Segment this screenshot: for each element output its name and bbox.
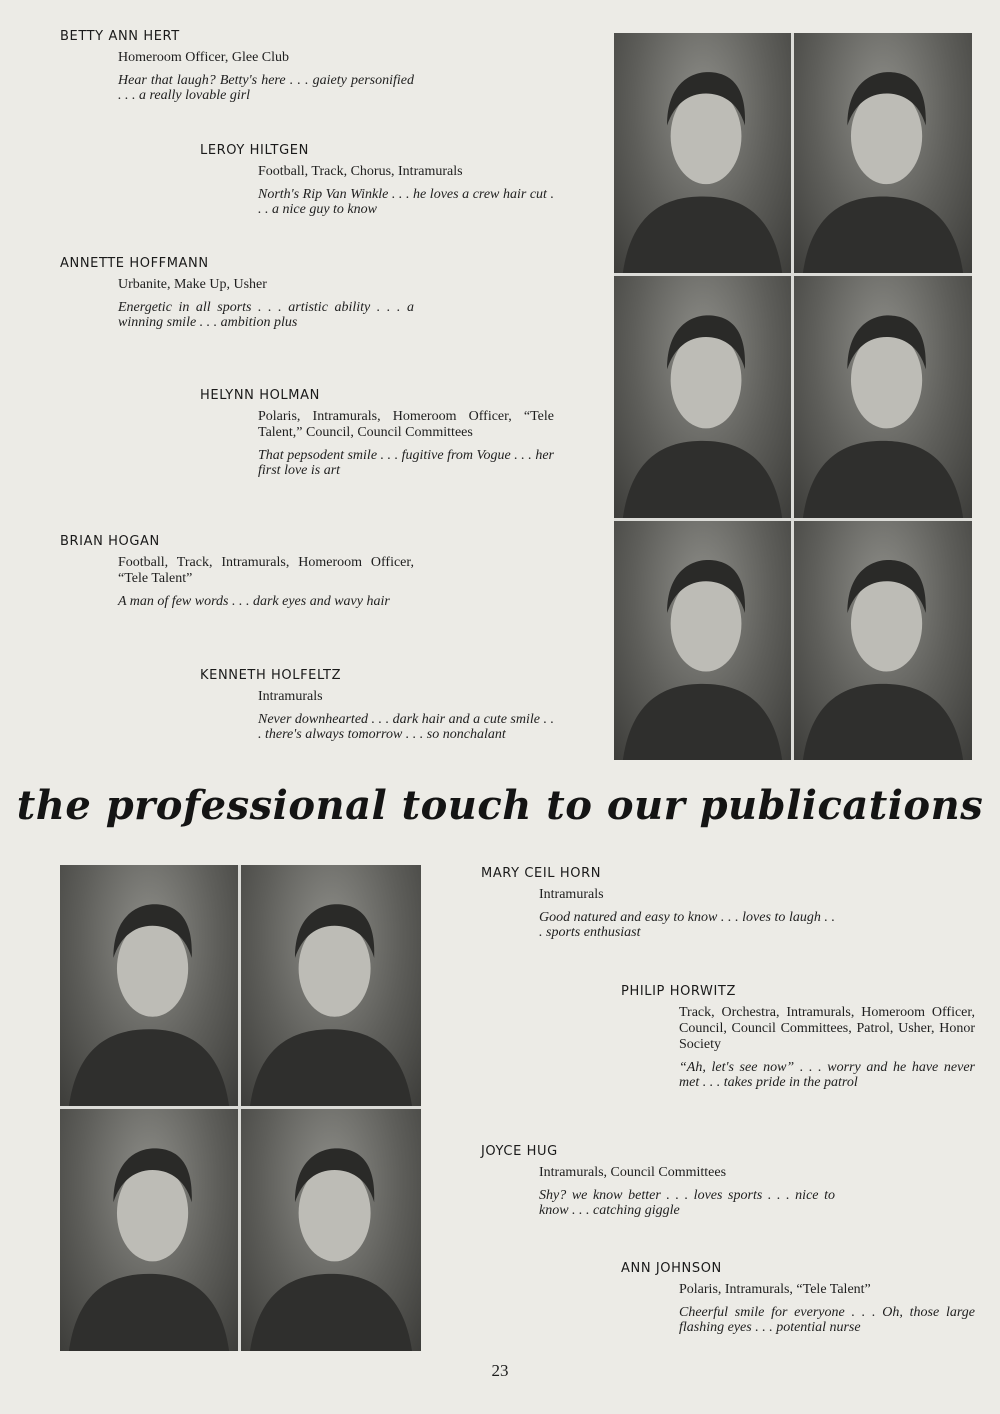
portrait-photo: [794, 276, 972, 518]
student-activities: Intramurals, Council Committees: [539, 1165, 727, 1180]
portrait-photo: [60, 1109, 238, 1351]
student-entry-joyce-hug: [481, 1144, 835, 1218]
student-quote: A man of few words . . . dark eyes and wavy hair: [118, 594, 390, 609]
student-name: BETTY ANN HERT: [60, 29, 180, 44]
student-activities: Track, Orchestra, Intramurals, Homeroom Officer, Council, Council Committees, Patrol, Usher, Honor Society: [679, 1005, 975, 1052]
portrait-photo: [794, 33, 972, 273]
portrait-photo: [614, 276, 791, 518]
student-quote: That pepsodent smile . . . fugitive from Vogue . . . her first love is art: [258, 448, 554, 478]
portrait-photo: [60, 865, 238, 1106]
portrait-photo: [614, 521, 791, 760]
portrait-photo: [794, 521, 972, 760]
student-quote: “Ah, let's see now” . . . worry and he have never met . . . takes pride in the patrol: [679, 1060, 975, 1090]
student-activities: Urbanite, Make Up, Usher: [118, 277, 267, 292]
student-name: MARY CEIL HORN: [481, 866, 602, 881]
portrait-silhouette: [794, 521, 972, 760]
student-entry-leroy-hiltgen: [200, 143, 554, 217]
student-activities: Polaris, Intramurals, Homeroom Officer, “Tele Talent,” Council, Council Committees: [258, 409, 554, 440]
student-name: JOYCE HUG: [481, 1144, 558, 1159]
portrait-silhouette: [241, 1109, 421, 1351]
portrait-silhouette: [614, 33, 791, 273]
portrait-photo: [614, 33, 791, 273]
student-entry-philip-horwitz: [621, 984, 975, 1090]
student-name: PHILIP HORWITZ: [621, 984, 736, 999]
student-activities: Intramurals: [539, 887, 604, 902]
portrait-photo: [241, 1109, 421, 1351]
student-quote: Good natured and easy to know . . . loves to laugh . . . sports enthusiast: [539, 910, 835, 940]
portrait-silhouette: [60, 1109, 238, 1351]
student-quote: Hear that laugh? Betty's here . . . gaiety personified . . . a really lovable girl: [118, 73, 414, 103]
student-quote: Energetic in all sports . . . artistic ability . . . a winning smile . . . ambition plus: [118, 300, 414, 330]
student-name: KENNETH HOLFELTZ: [200, 668, 342, 683]
student-name: HELYNN HOLMAN: [200, 388, 320, 403]
student-activities: Polaris, Intramurals, “Tele Talent”: [679, 1282, 871, 1297]
student-entry-betty-ann-hert: [60, 29, 414, 103]
student-name: ANN JOHNSON: [621, 1261, 722, 1276]
student-activities: Football, Track, Intramurals, Homeroom Officer, “Tele Talent”: [118, 555, 414, 586]
student-entry-brian-hogan: [60, 534, 414, 609]
portrait-silhouette: [614, 521, 791, 760]
student-entry-annette-hoffmann: [60, 256, 414, 330]
portrait-silhouette: [794, 33, 972, 273]
page-number: 23: [491, 1361, 509, 1380]
portrait-photo: [241, 865, 421, 1106]
student-name: LEROY HILTGEN: [200, 143, 309, 158]
portrait-silhouette: [614, 276, 791, 518]
student-name: ANNETTE HOFFMANN: [60, 256, 209, 271]
student-name: BRIAN HOGAN: [60, 534, 160, 549]
student-entry-ann-johnson: [621, 1261, 975, 1335]
portrait-silhouette: [794, 276, 972, 518]
photo-grid-bottom: [60, 865, 421, 1351]
portrait-silhouette: [60, 865, 238, 1106]
student-activities: Homeroom Officer, Glee Club: [118, 50, 290, 65]
student-quote: Cheerful smile for everyone . . . Oh, those large flashing eyes . . . potential nurse: [679, 1305, 975, 1335]
photo-grid-top: [614, 33, 972, 760]
student-activities: Intramurals: [258, 689, 323, 704]
student-quote: North's Rip Van Winkle . . . he loves a crew hair cut . . . a nice guy to know: [258, 187, 554, 217]
student-entry-mary-ceil-horn: [481, 866, 835, 940]
student-quote: Never downhearted . . . dark hair and a cute smile . . . there's always tomorrow . . . so nonchalant: [258, 712, 554, 742]
portrait-silhouette: [241, 865, 421, 1106]
student-entry-kenneth-holfeltz: [200, 668, 554, 742]
student-quote: Shy? we know better . . . loves sports . . . nice to know . . . catching giggle: [539, 1188, 835, 1218]
student-activities: Football, Track, Chorus, Intramurals: [258, 164, 463, 179]
student-entry-helynn-holman: [200, 388, 554, 478]
page-headline: the professional touch to our publications: [16, 782, 984, 829]
